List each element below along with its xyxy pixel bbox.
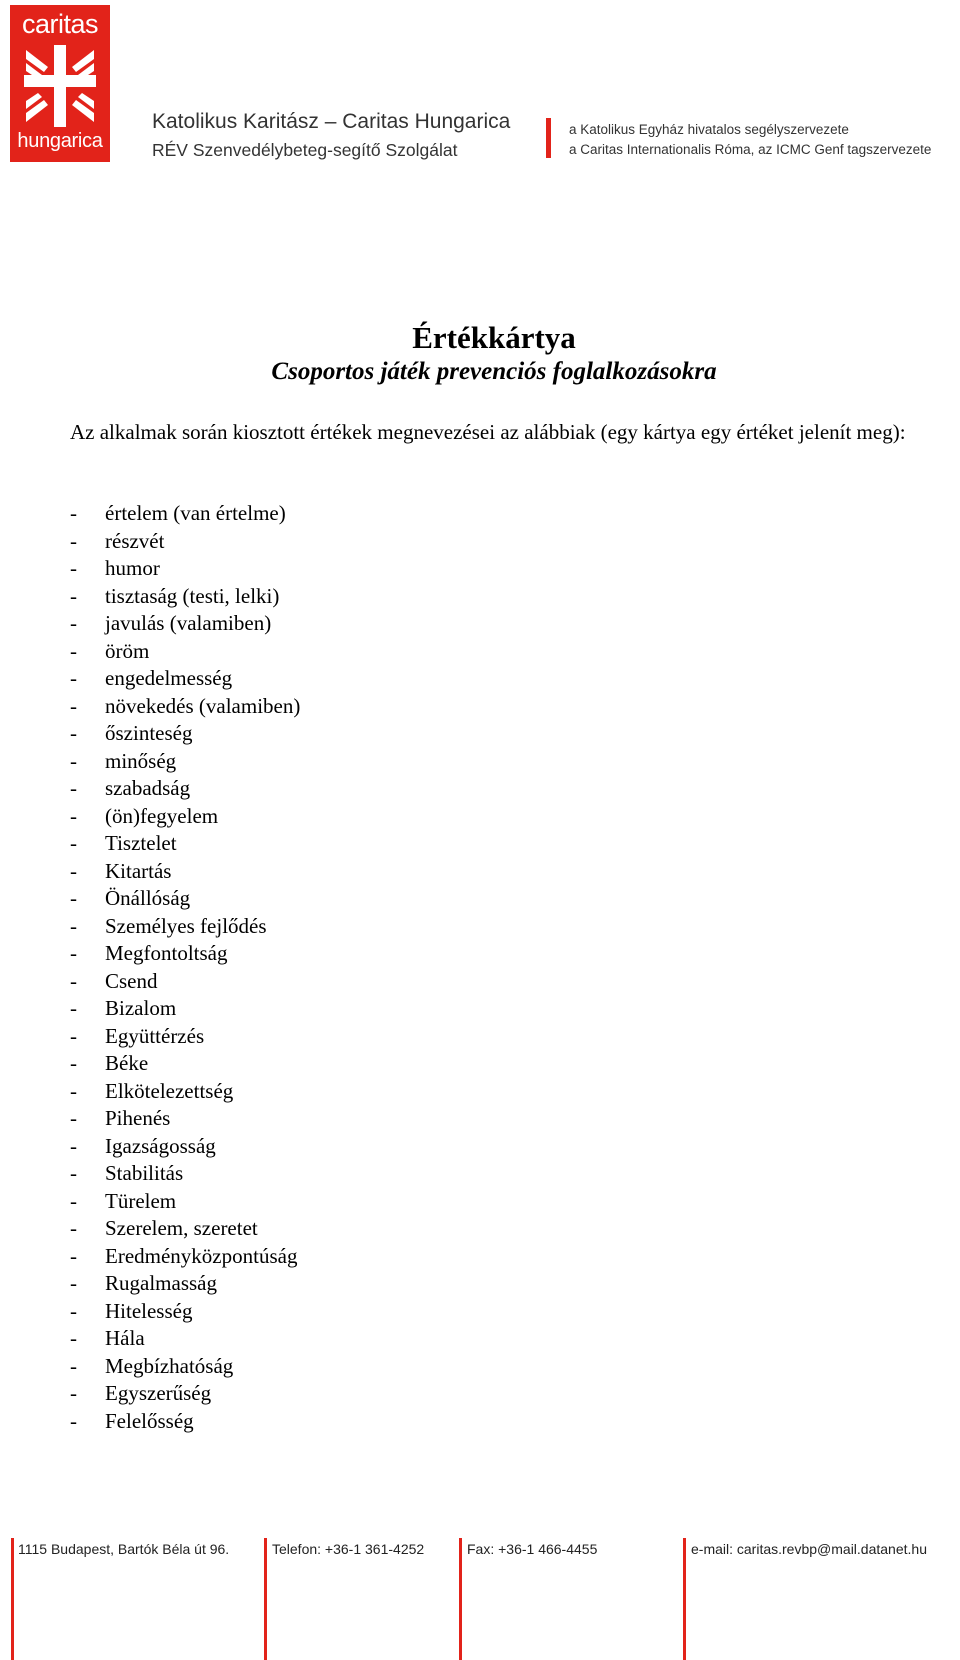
value-label: tisztaság (testi, lelki) (105, 583, 280, 608)
value-label: Stabilitás (105, 1161, 184, 1185)
value-item (70, 528, 300, 556)
value-item (70, 1050, 300, 1078)
caritas-logo (10, 5, 110, 162)
bullet-dash: - (70, 1326, 77, 1350)
logo-text-top: caritas (21, 9, 99, 39)
value-item (70, 720, 300, 748)
value-item (70, 858, 300, 886)
value-item (70, 1408, 300, 1436)
value-item (70, 803, 300, 831)
value-label: növekedés (valamiben) (105, 693, 301, 718)
bullet-dash: - (70, 803, 77, 828)
value-label: Eredményközpontúság (105, 1243, 298, 1268)
document-title: Értékkártya (412, 320, 576, 355)
affiliation-line-2: a Caritas Internationalis Róma, az ICMC Genf tagszervezete (569, 142, 932, 157)
value-label: Személyes fejlődés (105, 913, 267, 938)
value-label: Türelem (105, 1188, 177, 1213)
value-item (70, 1078, 300, 1106)
bullet-dash: - (70, 996, 77, 1020)
value-item (70, 1243, 300, 1271)
bullet-dash: - (70, 748, 77, 773)
value-label: (ön)fegyelem (105, 803, 219, 828)
bullet-dash: - (70, 1216, 77, 1240)
value-label: Megbízhatóság (105, 1353, 234, 1378)
value-item (70, 995, 300, 1023)
bullet-dash: - (70, 556, 77, 580)
bullet-dash: - (70, 611, 77, 635)
footer-fax: Fax: +36-1 466-4455 (467, 1541, 598, 1557)
value-label: szabadság (105, 776, 191, 800)
value-label: Egyszerűség (105, 1381, 212, 1405)
footer-divider (683, 1538, 686, 1660)
bullet-dash: - (70, 1133, 77, 1158)
value-label: minőség (105, 748, 177, 773)
bullet-dash: - (70, 528, 77, 553)
bullet-dash: - (70, 886, 77, 910)
bullet-dash: - (70, 501, 77, 525)
value-label: Béke (105, 1051, 149, 1075)
values-list (70, 500, 300, 1435)
bullet-dash: - (70, 1243, 77, 1268)
affiliation-line-1: a Katolikus Egyház hivatalos segélyszervezete (569, 122, 849, 137)
intro-paragraph: Az alkalmak során kiosztott értékek megnevezései az alábbiak (egy kártya egy értéket jelenít meg): (70, 420, 906, 444)
bullet-dash: - (70, 913, 77, 938)
value-item (70, 1298, 300, 1326)
document-subtitle: Csoportos játék prevenciós foglalkozásokra (271, 358, 717, 385)
footer-divider (459, 1538, 462, 1660)
bullet-dash: - (70, 1353, 77, 1378)
value-item (70, 583, 300, 611)
value-item (70, 1188, 300, 1216)
value-label: Rugalmasság (105, 1271, 217, 1295)
value-label: részvét (105, 528, 165, 553)
bullet-dash: - (70, 1408, 77, 1433)
value-label: Együttérzés (105, 1023, 205, 1048)
footer-phone: Telefon: +36-1 361-4252 (272, 1541, 425, 1557)
bullet-dash: - (70, 1298, 77, 1323)
value-label: Pihenés (105, 1106, 171, 1130)
bullet-dash: - (70, 1161, 77, 1185)
value-label: öröm (105, 638, 150, 663)
value-item (70, 913, 300, 941)
bullet-dash: - (70, 776, 77, 800)
bullet-dash: - (70, 693, 77, 718)
value-label: Igazságosság (105, 1133, 216, 1158)
value-label: Tisztelet (105, 831, 177, 855)
value-item (70, 1105, 300, 1133)
value-label: humor (105, 556, 160, 580)
value-label: Hitelesség (105, 1298, 193, 1323)
bullet-dash: - (70, 721, 77, 745)
footer (0, 1538, 960, 1660)
value-item (70, 940, 300, 968)
value-label: Csend (105, 968, 158, 993)
footer-divider (11, 1538, 14, 1660)
value-label: őszinteség (105, 721, 193, 745)
value-item (70, 748, 300, 776)
value-item (70, 775, 300, 803)
value-item (70, 610, 300, 638)
footer-divider (264, 1538, 267, 1660)
value-label: Szerelem, szeretet (105, 1216, 258, 1240)
value-item (70, 1270, 300, 1298)
value-item (70, 665, 300, 693)
bullet-dash: - (70, 1271, 77, 1295)
bullet-dash: - (70, 968, 77, 993)
value-label: Felelősség (105, 1408, 194, 1433)
value-item (70, 500, 300, 528)
value-item (70, 968, 300, 996)
footer-email: e-mail: caritas.revbp@mail.datanet.hu (691, 1541, 927, 1557)
bullet-dash: - (70, 831, 77, 855)
value-label: értelem (van értelme) (105, 501, 286, 525)
caritas-cross-icon (24, 45, 96, 127)
bullet-dash: - (70, 1381, 77, 1405)
bullet-dash: - (70, 1051, 77, 1075)
value-item (70, 693, 300, 721)
value-item (70, 1023, 300, 1051)
value-item (70, 1215, 300, 1243)
value-item (70, 1325, 300, 1353)
value-item (70, 1380, 300, 1408)
value-item (70, 1160, 300, 1188)
bullet-dash: - (70, 638, 77, 663)
value-label: Önállóság (105, 886, 191, 910)
bullet-dash: - (70, 1188, 77, 1213)
value-label: javulás (valamiben) (105, 611, 272, 635)
bullet-dash: - (70, 583, 77, 608)
value-label: Kitartás (105, 858, 172, 883)
bullet-dash: - (70, 941, 77, 965)
letterhead (0, 0, 960, 170)
organization-service: RÉV Szenvedélybeteg-segítő Szolgálat (152, 140, 458, 160)
logo-text-bottom: hungarica (17, 130, 103, 152)
value-label: Elkötelezettség (105, 1078, 234, 1103)
bullet-dash: - (70, 1078, 77, 1103)
bullet-dash: - (70, 1023, 77, 1048)
value-item (70, 885, 300, 913)
value-item (70, 1133, 300, 1161)
bullet-dash: - (70, 858, 77, 883)
value-item (70, 638, 300, 666)
value-label: Hála (105, 1326, 145, 1350)
value-label: Bizalom (105, 996, 177, 1020)
header-divider (546, 118, 551, 158)
value-item (70, 1353, 300, 1381)
value-item (70, 555, 300, 583)
bullet-dash: - (70, 1106, 77, 1130)
value-label: Megfontoltság (105, 941, 228, 965)
footer-address: 1115 Budapest, Bartók Béla út 96. (18, 1541, 230, 1557)
value-item (70, 830, 300, 858)
bullet-dash: - (70, 666, 77, 690)
value-label: engedelmesség (105, 666, 233, 690)
organization-name: Katolikus Karitász – Caritas Hungarica (152, 110, 511, 133)
